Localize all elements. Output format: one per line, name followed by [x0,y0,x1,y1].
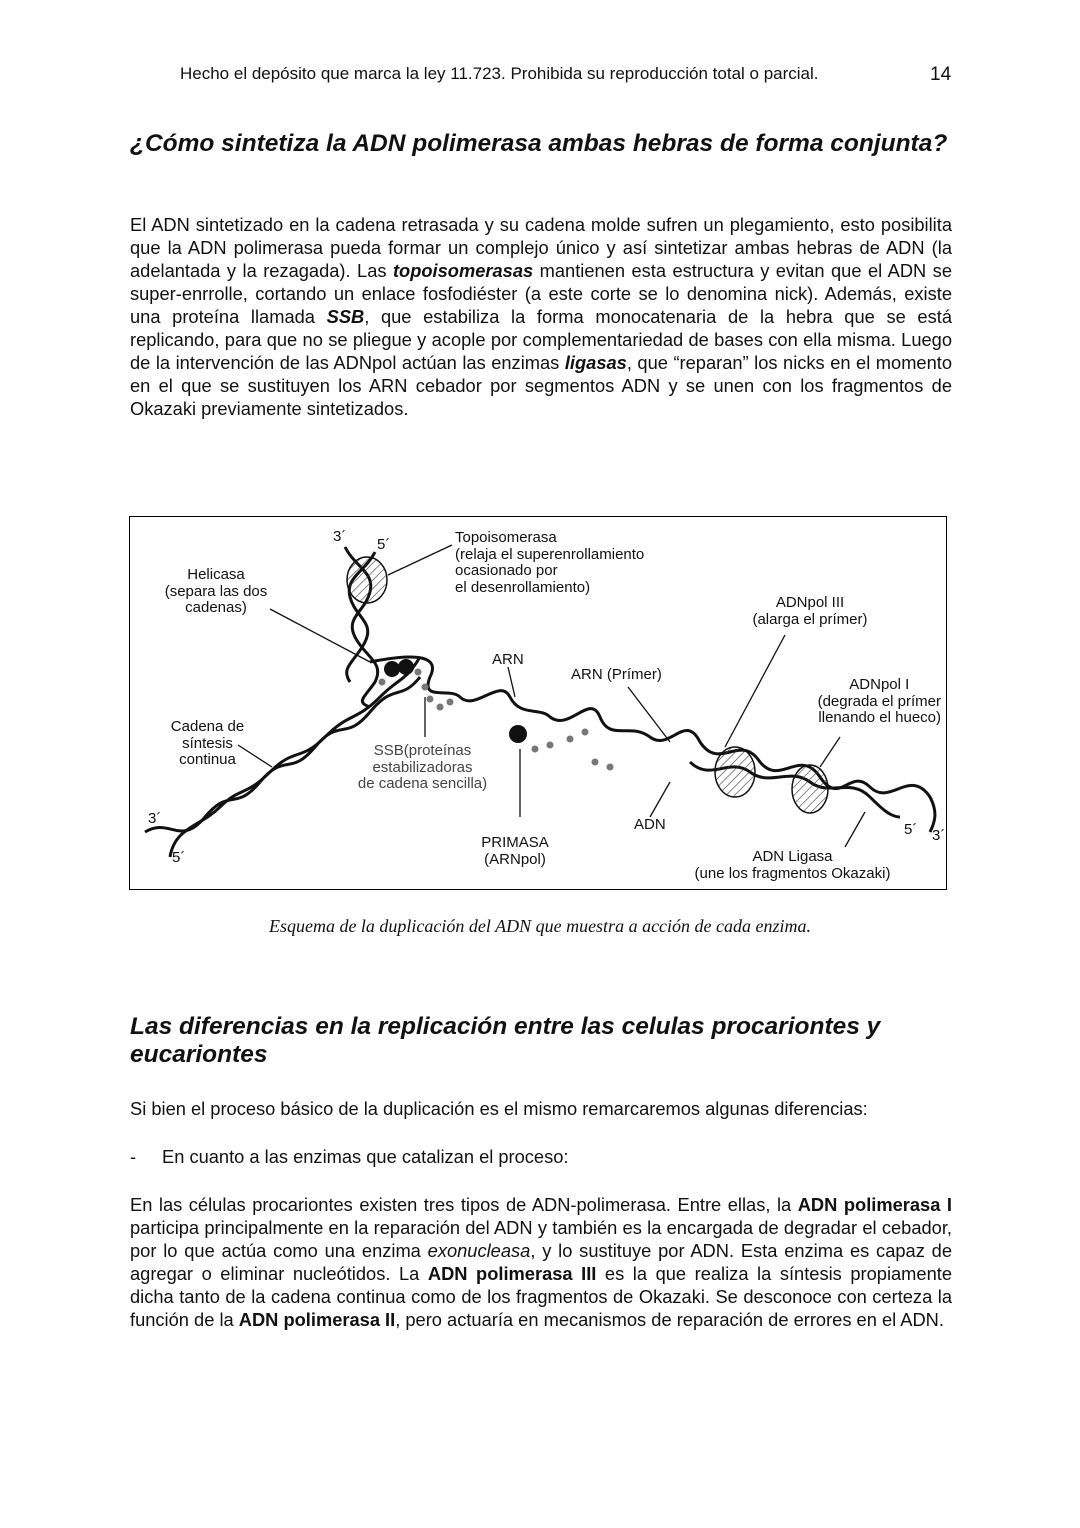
label-helicasa [150,567,282,617]
label-line: Cadena de [170,718,245,735]
term-ligasas: ligasas [564,352,627,373]
label-line: SSB(proteínas [373,742,472,759]
label-line: síntesis [182,734,233,752]
label-line: ocasionado por [455,562,558,579]
paragraph-2 [130,1193,952,1331]
label-left-3prime: 3´ [148,810,162,827]
label-adnpol-iii [730,595,890,628]
label-topoisomerasa [455,530,644,596]
label-ssb [340,743,505,793]
bullet-text: En cuanto a las enzimas que catalizan el proceso: [162,1146,569,1167]
label-line: continua [179,751,236,768]
text: El ADN sintetizado en la cadena retrasada y su cadena molde sufren un plegamiento, esto posibilita que la ADN polimerasa pueda formar un complejo único y así sintetizar ambas hebras de ADN (la adelantada y la rezagada). Las [130,214,952,281]
label-line: ADNpol I [849,676,910,693]
label-right-5prime: 5´ [904,821,918,838]
label-line: estabilizadoras [372,758,473,776]
label-top-3prime: 3´ [333,528,347,545]
label-arn-primer: ARN (Prímer) [571,666,662,683]
label-right-3prime: 3´ [932,827,946,844]
label-cadena-continua [150,719,265,769]
label-line: (degrada el prímer [817,692,941,710]
label-adn: ADN [634,816,666,833]
label-adn-ligasa [675,849,910,882]
label-line: Helicasa [187,566,245,583]
label-line: (ARNpol) [484,850,546,868]
text: , y lo sustituye por ADN. Esta enzima es capaz de agregar o eliminar nucleótidos. La [130,1240,952,1284]
label-line: (relaja el superenrollamiento [455,545,645,563]
label-left-5prime: 5´ [172,849,186,866]
text: , que estabiliza la forma monocatenaria de la hebra que se está replicando, para que no se pliegue y acople por complementariedad de bases con ella misma. Luego de la intervención de las ADNpol actúan las enzimas [130,306,952,373]
label-line: cadenas) [185,599,247,616]
dna-replication-diagram [129,516,947,890]
label-line: el desenrollamiento) [455,578,591,596]
text: es la que realiza la síntesis propiamente dicha tanto de la cadena continua como de los fragmentos de Okazaki. Se desconoce con certeza la función de la [130,1263,952,1330]
section-title-1: ¿Cómo sintetiza la ADN polimerasa ambas hebras de forma conjunta? [130,130,948,157]
text: , que “reparan” los nicks en el momento en el que se sustituyen los ARN cebador por segmentos ADN y se unen con los fragmentos de Okazaki previamente sintetizados. [130,352,953,419]
text: En las células procariontes existen tres tipos de ADN-polimerasa. Entre ellas, la [130,1194,798,1215]
figure-caption: Esquema de la duplicación del ADN que muestra a acción de cada enzima. [268,916,812,936]
label-line: llenando el hueco) [818,709,941,726]
term-exonucleasa: exonucleasa [427,1240,531,1261]
label-arn: ARN [492,651,524,668]
bullet-dash: - [130,1146,137,1167]
page-header: Hecho el depósito que marca la ley 11.723. Prohibida su reproducción total o parcial. [180,64,819,83]
term-adn-pol-i: ADN polimerasa I [797,1194,952,1215]
label-line: (une los fragmentos Okazaki) [694,864,891,882]
page-number: 14 [930,64,952,85]
intro-paragraph: Si bien el proceso básico de la duplicación es el mismo remarcaremos algunas diferencias: [130,1098,868,1119]
label-line: Topoisomerasa [455,529,557,546]
term-adn-pol-iii: ADN polimerasa III [427,1263,597,1284]
term-adn-pol-ii: ADN polimerasa II [238,1309,396,1330]
text: participa principalmente en la reparación del ADN y también es la encargada de degradar el cebador, por lo que actúa como una enzima [130,1217,952,1261]
term-ssb: SSB [326,306,365,327]
section-title-2: Las diferencias en la replicación entre las celulas procariontes y eucariontes [130,1013,881,1068]
text: mantienen esta estructura y evitan que el ADN se super-enrrolle, cortando un enlace fosfodiéster (a este corte se lo denomina nick). Además, existe una proteína llamada [130,260,952,327]
term-topoisomerasas: topoisomerasas [392,260,534,281]
label-line: ADN Ligasa [752,848,833,865]
bullet-item [130,1145,952,1168]
label-primasa [465,835,565,868]
text: , pero actuaría en mecanismos de reparación de errores en el ADN. [395,1309,944,1330]
paragraph-1 [130,213,952,420]
label-line: (separa las dos [164,582,268,600]
label-line: (alarga el prímer) [752,610,868,628]
label-line: de cadena sencilla) [357,775,488,792]
label-line: PRIMASA [481,834,549,851]
label-top-5prime: 5´ [377,536,391,553]
label-line: ADNpol III [775,594,845,611]
label-adnpol-i [818,677,941,727]
